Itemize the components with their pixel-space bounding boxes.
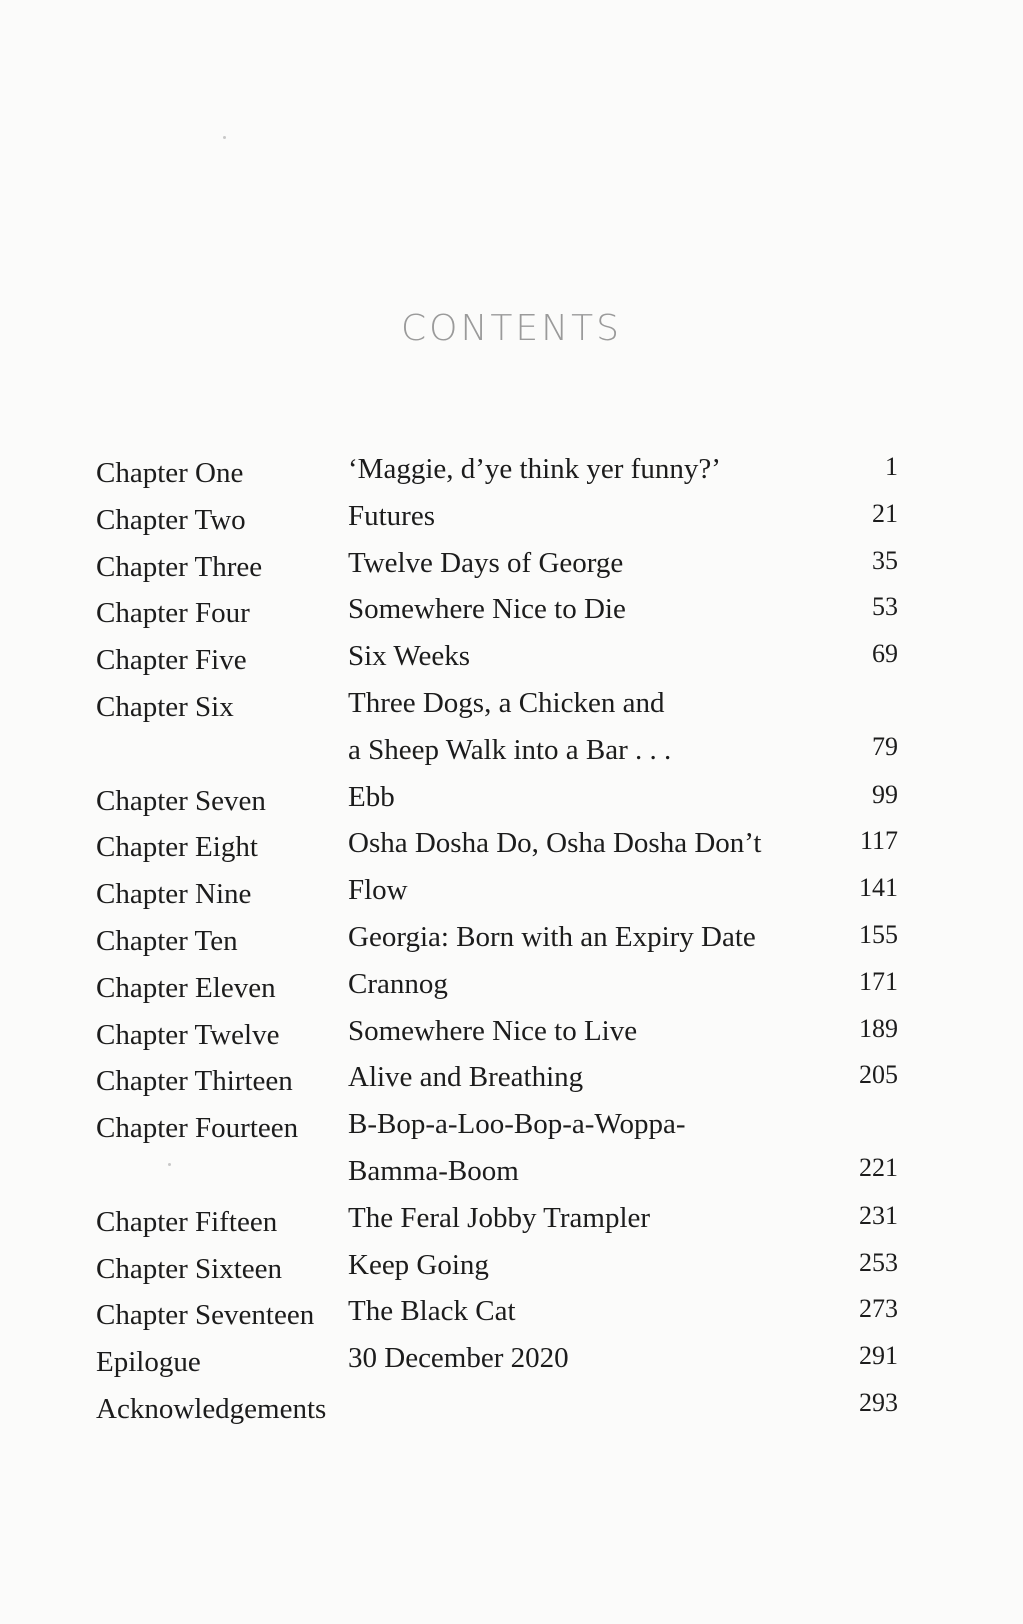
- chapter-title: [348, 777, 395, 817]
- chapter-title-line: Six Weeks: [348, 640, 470, 673]
- chapter-label: Chapter Sixteen: [96, 1252, 283, 1285]
- chapter-title: [348, 449, 721, 489]
- chapter-title: [348, 964, 448, 1004]
- page-title: CONTENTS: [401, 308, 622, 349]
- page-number: 79: [872, 731, 898, 761]
- chapter-label: Chapter Fifteen: [96, 1205, 278, 1238]
- chapter-title: [348, 496, 435, 536]
- page-number: 99: [872, 779, 898, 809]
- chapter-label: Chapter Seven: [96, 784, 266, 817]
- toc-entry: [96, 1015, 916, 1062]
- page-number: 155: [859, 919, 898, 949]
- chapter-title-line: Osha Dosha Do, Osha Dosha Don’t: [348, 827, 762, 860]
- chapter-label: Chapter Fourteen: [96, 1112, 299, 1145]
- chapter-title-line: Ebb: [348, 780, 395, 813]
- chapter-title: [348, 1291, 516, 1331]
- toc-entry: [96, 1389, 916, 1436]
- chapter-label: Chapter Three: [96, 550, 263, 583]
- toc-entry: [96, 781, 916, 828]
- page-number: 205: [859, 1060, 898, 1090]
- chapter-title-line: Bamma-Boom: [348, 1154, 519, 1187]
- chapter-title-line: Three Dogs, a Chicken and: [348, 686, 665, 719]
- chapter-title: [348, 589, 626, 629]
- chapter-label: Epilogue: [96, 1346, 201, 1379]
- toc-entry: [96, 827, 916, 874]
- chapter-title: [348, 1011, 637, 1051]
- chapter-label: Chapter Thirteen: [96, 1065, 293, 1098]
- chapter-title-line: B-Bop-a-Loo-Bop-a-Woppa-: [348, 1108, 686, 1141]
- chapter-title-line: ‘Maggie, d’ye think yer funny?’: [348, 453, 721, 485]
- chapter-title-line: Alive and Breathing: [348, 1061, 584, 1094]
- toc-entry: [96, 547, 916, 594]
- chapter-title: [348, 1198, 650, 1238]
- chapter-title: [348, 870, 408, 910]
- chapter-title-line: Futures: [348, 499, 435, 532]
- chapter-title: [348, 636, 470, 676]
- toc-entry: [96, 1061, 916, 1108]
- chapter-title: [348, 1104, 686, 1191]
- chapter-title-line: Georgia: Born with an Expiry Date: [348, 920, 756, 953]
- chapter-title-line: a Sheep Walk into a Bar . . .: [348, 733, 672, 766]
- table-of-contents: [96, 453, 916, 1436]
- toc-entry: [96, 640, 916, 687]
- page-number: 69: [872, 639, 898, 669]
- page-number: 189: [859, 1013, 898, 1043]
- chapter-title-line: Keep Going: [348, 1248, 489, 1281]
- toc-entry: [96, 687, 916, 781]
- page-number: 221: [859, 1153, 898, 1183]
- chapter-label: Acknowledgements: [96, 1392, 327, 1425]
- chapter-label: Chapter Seventeen: [96, 1299, 315, 1332]
- chapter-title-line: The Feral Jobby Trampler: [348, 1201, 651, 1234]
- chapter-label: Chapter Four: [96, 597, 250, 630]
- chapter-title: [348, 543, 623, 583]
- chapter-title: [348, 1245, 489, 1285]
- chapter-label: Chapter Two: [96, 503, 246, 536]
- paper-speck: [223, 136, 226, 139]
- chapter-label: Chapter One: [96, 457, 244, 489]
- chapter-title: [348, 1057, 583, 1097]
- toc-entry: [96, 1108, 916, 1202]
- page-number: 231: [859, 1200, 898, 1230]
- toc-entry: [96, 968, 916, 1015]
- page-number: 35: [872, 545, 898, 575]
- toc-entry: [96, 921, 916, 968]
- toc-entry: [96, 1342, 916, 1389]
- chapter-title: [348, 823, 761, 863]
- chapter-title-line: Somewhere Nice to Die: [348, 593, 626, 626]
- toc-entry: [96, 874, 916, 921]
- chapter-title-line: 30 December 2020: [348, 1342, 569, 1375]
- page-number: 53: [872, 592, 898, 622]
- chapter-label: Chapter Six: [96, 690, 234, 723]
- page-number: 273: [859, 1294, 898, 1324]
- page-number: 117: [859, 826, 898, 856]
- chapter-title-line: Crannog: [348, 967, 448, 1000]
- chapter-title: [348, 917, 756, 957]
- chapter-label: Chapter Eight: [96, 831, 258, 864]
- page-number: 21: [872, 498, 898, 528]
- page-number: 141: [859, 873, 898, 903]
- toc-entry: [96, 1202, 916, 1249]
- page-number: 171: [859, 966, 898, 996]
- chapter-title-line: Twelve Days of George: [348, 546, 624, 579]
- chapter-title-line: Flow: [348, 874, 408, 907]
- chapter-title: [348, 1338, 569, 1378]
- chapter-title-line: The Black Cat: [348, 1295, 516, 1328]
- toc-entry: [96, 593, 916, 640]
- page-number: 1: [885, 452, 898, 481]
- chapter-title: [348, 683, 671, 770]
- chapter-title-line: Somewhere Nice to Live: [348, 1014, 638, 1047]
- page-number: 291: [859, 1341, 898, 1371]
- chapter-label: Chapter Nine: [96, 878, 252, 911]
- toc-entry: [96, 1295, 916, 1342]
- chapter-label: Chapter Twelve: [96, 1018, 280, 1051]
- chapter-label: Chapter Five: [96, 644, 247, 677]
- chapter-label: Chapter Ten: [96, 924, 238, 957]
- page-number: 253: [859, 1247, 898, 1277]
- toc-entry: [96, 453, 916, 500]
- page-number: 293: [859, 1387, 898, 1417]
- chapter-label: Chapter Eleven: [96, 971, 276, 1004]
- toc-entry: [96, 500, 916, 547]
- toc-entry: [96, 1249, 916, 1296]
